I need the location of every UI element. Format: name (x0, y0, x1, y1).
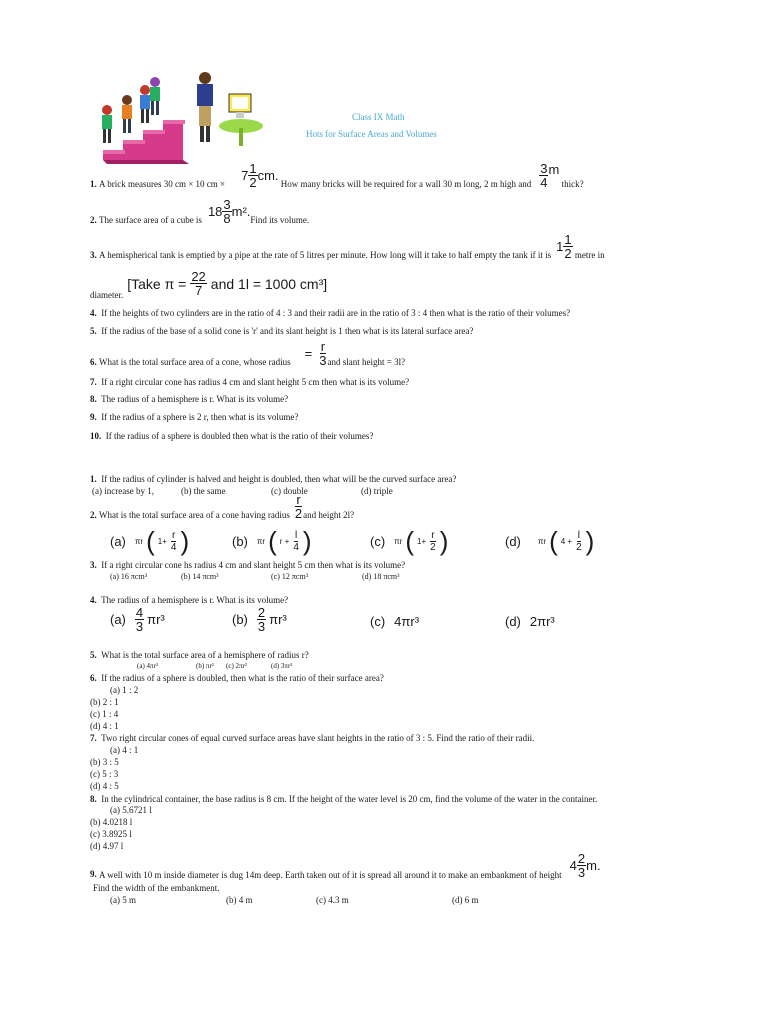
option-term: πr³ (147, 612, 165, 627)
question-number: 2. (90, 215, 97, 225)
question-number: 4. (90, 595, 97, 605)
fraction-numerator: 22 (191, 269, 206, 284)
question-number: 7. (90, 733, 97, 743)
inner-term: 1+ (417, 536, 427, 546)
question-text: A brick measures 30 cm × 10 cm × (99, 179, 226, 189)
question-text: If the radius of the base of a solid cone is 'r' and its slant height is 1 then what is its lateral surface area? (101, 326, 474, 336)
question-text: A well with 10 m inside diameter is dug 14m deep. Earth taken out of it is spread all around it to make an embankment of height (99, 870, 562, 880)
students-clipart-image (93, 70, 263, 166)
option-d (505, 528, 594, 554)
fraction-denominator: 3 (319, 353, 327, 368)
question-number: 9. (90, 412, 97, 422)
pi-r: πr (256, 536, 266, 546)
question-number: 3. (90, 560, 97, 570)
fraction-denominator: 2 (249, 175, 257, 190)
option-label: (d) (505, 614, 521, 629)
fraction-numerator: 2 (257, 605, 266, 620)
fraction (539, 162, 559, 189)
right-paren: ) (302, 526, 312, 556)
fraction-whole: 7 (241, 168, 249, 183)
question-text: What is the total surface area of a hemisphere of radius r? (101, 650, 309, 660)
fraction (305, 340, 328, 367)
question-number: 8. (90, 794, 97, 804)
option-c (370, 528, 448, 554)
inner-term: 4 + (560, 536, 573, 546)
left-paren: ( (268, 526, 277, 556)
option-a (110, 606, 165, 633)
option-a: (a) 4πr² (137, 662, 158, 670)
fraction-numerator: 3 (540, 161, 548, 176)
fraction-numerator: 1 (249, 161, 257, 176)
hint-pre: [Take π = (127, 275, 187, 292)
fraction-denominator: 2 (294, 506, 303, 521)
option-d: (d) 3πr² (271, 662, 293, 670)
question-text-end: thick? (561, 179, 584, 189)
mcq-3 (90, 560, 405, 570)
fraction-numerator: r (296, 492, 301, 507)
option-label: (b) (232, 612, 248, 627)
unit: m². (231, 204, 251, 219)
question-text: The surface area of a cube is (99, 215, 202, 225)
question-number: 6. (90, 357, 97, 367)
option-b: (b) 14 πcm³ (181, 572, 219, 581)
option-c: (c) 5 : 3 (90, 769, 119, 779)
mcq-1 (90, 474, 456, 484)
option-b: (b) 3 : 5 (90, 757, 119, 767)
option-a: (a) 4 : 1 (110, 745, 139, 755)
fraction-denominator: 4 (540, 175, 548, 190)
question-number: 1. (90, 474, 97, 484)
unit: m (548, 162, 560, 177)
question-number: 1. (90, 179, 97, 189)
question-number: 4. (90, 308, 97, 318)
option-d: (d) 4 : 5 (90, 781, 119, 791)
fraction-whole: 18 (207, 204, 223, 219)
option-b: (b) 4.0218 l (90, 817, 133, 827)
question-text: If the radius of a sphere is doubled then what is the ratio of their volumes? (105, 431, 374, 441)
option-b: (b) 4 m (226, 895, 253, 905)
option-c: (c) 2πr² (226, 662, 247, 670)
question-number: 10. (90, 431, 102, 441)
question-10 (90, 431, 373, 441)
question-7 (90, 377, 409, 387)
pi-r: πr (537, 536, 547, 546)
question-6 (90, 340, 405, 367)
option-term: πr³ (269, 612, 287, 627)
option-d: (d) triple (361, 486, 393, 496)
question-text: If the radius of cylinder is halved and height is doubled, then what will be the curved surface area? (101, 474, 457, 484)
hint-formula (127, 270, 327, 297)
fraction-denominator: 4 (293, 541, 299, 553)
option-d: (d) 4 : 1 (90, 721, 119, 731)
fraction-numerator: r (320, 339, 326, 354)
fraction-denominator: 2 (430, 541, 436, 553)
option-label: (a) (110, 533, 126, 549)
option-label: (a) (110, 612, 126, 627)
fraction-numerator: 1 (564, 232, 572, 247)
question-text-mid: How many bricks will be required for a wall 30 m long, 2 m high and (280, 179, 532, 189)
fraction-denominator: 8 (223, 211, 231, 226)
option-term: 2πr³ (529, 614, 555, 629)
question-number: 3. (90, 250, 97, 260)
question-text-end: and slant height = 3l? (327, 357, 406, 367)
option-c: (c) 1 : 4 (90, 709, 119, 719)
question-text: If the radius of a sphere is doubled, then what is the ratio of their surface area? (101, 673, 384, 683)
option-c (370, 614, 419, 629)
question-text-cont: diameter. (90, 290, 124, 300)
page-title: Hots for Surface Areas and Volumes (306, 129, 437, 139)
mcq-9 (90, 852, 601, 879)
question-text-end: metre in (574, 250, 605, 260)
class-label: Class IX Math (352, 112, 405, 122)
question-number: 7. (90, 377, 97, 387)
option-a: (a) 1 : 2 (110, 685, 139, 695)
question-text: If the radius of a sphere is 2 r, then what is its volume? (101, 412, 299, 422)
question-text: The radius of a hemisphere is r. What is its volume? (101, 595, 289, 605)
left-paren: ( (405, 526, 415, 556)
option-c: (c) 3.8925 l (90, 829, 132, 839)
question-text-cont: Find the width of the embankment. (93, 883, 220, 893)
question-number: 9. (90, 869, 97, 879)
hint-post: and 1l = 1000 cm³] (210, 275, 328, 292)
fraction-numerator: 3 (223, 197, 231, 212)
option-b: (b) 2 : 1 (90, 697, 119, 707)
mixed-fraction (208, 198, 250, 225)
option-a: (a) 5 m (110, 895, 136, 905)
question-text: What is the total surface area of a cone having radius (99, 510, 290, 520)
question-9 (90, 412, 298, 422)
option-a (110, 528, 189, 554)
question-5 (90, 326, 473, 336)
question-number: 6. (90, 673, 97, 683)
fraction-denominator: 3 (577, 865, 586, 880)
fraction-denominator: 7 (194, 283, 203, 298)
question-1 (90, 162, 584, 189)
inner-term: r + (279, 536, 290, 546)
right-paren: ) (585, 526, 595, 556)
question-text: A hemispherical tank is emptied by a pipe at the rate of 5 litres per minute. How long will it take to half empty the tank if it is (99, 250, 552, 260)
unit: m. (586, 858, 601, 873)
question-text-end: Find its volume. (250, 215, 310, 225)
option-d: (d) 18 πcm³ (362, 572, 400, 581)
option-b (232, 606, 287, 633)
option-d: (d) 4.97 l (90, 841, 124, 851)
option-c: (c) double (271, 486, 308, 496)
question-number: 8. (90, 394, 97, 404)
mcq-5 (90, 650, 309, 660)
option-label: (b) (232, 533, 248, 549)
pi-r: πr (394, 536, 403, 546)
option-label: (c) (370, 614, 386, 629)
option-d (505, 614, 555, 629)
option-c: (c) 4.3 m (316, 895, 349, 905)
left-paren: ( (146, 526, 155, 556)
fraction-whole: 1 (556, 239, 564, 254)
mcq-7 (90, 733, 534, 743)
right-paren: ) (439, 526, 449, 556)
fraction-numerator: l (577, 529, 580, 541)
fraction-denominator: 4 (170, 541, 177, 553)
option-a: (a) 5.6721 l (110, 805, 152, 815)
fraction-numerator: r (171, 529, 176, 541)
question-number: 5. (90, 326, 97, 336)
mcq-6 (90, 673, 384, 683)
question-4 (90, 308, 570, 318)
option-d: (d) 6 m (452, 895, 479, 905)
option-b (232, 528, 312, 554)
option-term: 4πr³ (394, 614, 420, 629)
question-8 (90, 394, 288, 404)
question-number: 2. (90, 510, 97, 520)
mcq-2 (90, 493, 354, 520)
unit: cm. (257, 168, 279, 183)
question-text: What is the total surface area of a cone, whose radius (99, 357, 291, 367)
fraction-denominator: 3 (135, 619, 144, 634)
fraction-numerator: r (431, 529, 435, 541)
equals-sign: = (304, 346, 313, 361)
mcq-8 (90, 794, 597, 804)
option-label: (c) (370, 533, 386, 549)
option-a: (a) increase by 1, (92, 486, 154, 496)
mcq-4 (90, 595, 288, 605)
option-b: (b) πr² (196, 662, 214, 670)
inner-term: 1+ (157, 536, 167, 546)
fraction-denominator: 2 (576, 541, 582, 553)
question-text: The radius of a hemisphere is r. What is its volume? (101, 394, 289, 404)
fraction-numerator: 4 (135, 605, 144, 620)
question-3 (90, 233, 605, 260)
option-b: (b) the same (181, 486, 226, 496)
option-a: (a) 16 πcm³ (110, 572, 148, 581)
mixed-fraction (570, 852, 601, 879)
question-text: Two right circular cones of equal curved surface areas have slant heights in the ratio of 3 : 5. Find the ratio of their radii. (101, 733, 535, 743)
pi-r: πr (134, 536, 144, 546)
option-label: (d) (505, 533, 521, 549)
question-text: In the cylindrical container, the base radius is 8 cm. If the height of the water level is 20 cm, find the volume of the water in the container. (101, 794, 598, 804)
mixed-fraction (241, 162, 278, 189)
mixed-fraction (556, 233, 572, 260)
question-text: If a right circular cone has radius 4 cm and slant height 5 cm then what is its volume? (101, 377, 410, 387)
right-paren: ) (180, 526, 190, 556)
left-paren: ( (549, 526, 558, 556)
fraction-whole: 4 (569, 858, 577, 873)
option-c: (c) 12 πcm³ (271, 572, 309, 581)
question-number: 5. (90, 650, 97, 660)
question-2 (90, 198, 309, 225)
fraction-numerator: 2 (577, 851, 586, 866)
question-3-continuation (90, 269, 328, 300)
question-text-end: and height 2l? (303, 510, 355, 520)
question-text: If a right circular cone hs radius 4 cm and slant height 5 cm then what is its volume? (101, 560, 406, 570)
fraction-denominator: 3 (257, 619, 266, 634)
fraction-denominator: 2 (564, 246, 572, 261)
question-text: If the heights of two cylinders are in the ratio of 4 : 3 and their radii are in the ratio of 3 : 4 then what is the ratio of their volumes? (101, 308, 571, 318)
fraction-numerator: l (294, 529, 298, 541)
